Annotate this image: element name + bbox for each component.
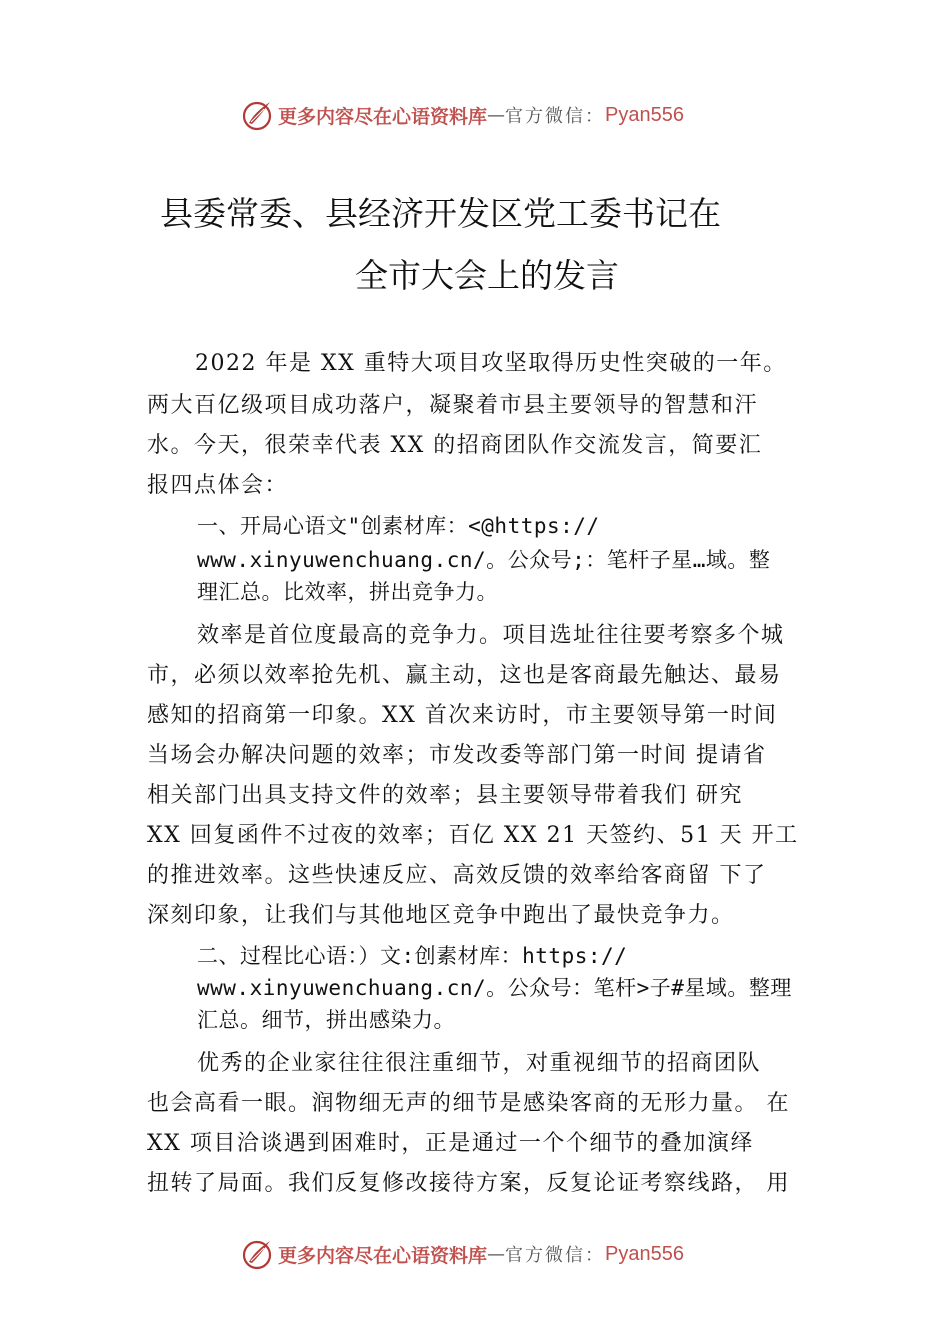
paragraph-2-line: 当场会办解决问题的效率；市发改委等部门第一时间 提请省 bbox=[147, 743, 767, 768]
banner-wechat-id: Pyan556 bbox=[605, 103, 684, 126]
footer-banner bbox=[240, 1234, 760, 1274]
banner-brand-text: 更多内容尽在心语资料库 bbox=[278, 105, 488, 128]
section-heading-1-line: 一、开局心语文"创素材库：<@https:// bbox=[197, 514, 600, 538]
paragraph-1-line: 2022 年是 XX 重特大项目攻坚取得历史性突破的一年。 bbox=[195, 351, 787, 376]
section-heading-1-line: 理汇总。比效率，拼出竞争力。 bbox=[197, 580, 498, 604]
banner-wechat-id: Pyan556 bbox=[605, 1242, 684, 1265]
quill-seal-icon bbox=[240, 98, 274, 132]
paragraph-2-line: 效率是首位度最高的竞争力。项目选址往往要考察多个城 bbox=[197, 623, 785, 648]
paragraph-2-line: 深刻印象，让我们与其他地区竞争中跑出了最快竞争力。 bbox=[147, 903, 735, 928]
header-banner bbox=[240, 95, 760, 135]
paragraph-1-line: 报四点体会： bbox=[147, 473, 289, 498]
banner-dash: — bbox=[487, 1243, 506, 1265]
paragraph-2-line: 相关部门出具支持文件的效率；县主要领导带着我们 研究 bbox=[147, 783, 743, 808]
section-heading-2-line: 汇总。细节，拼出感染力。 bbox=[197, 1008, 455, 1032]
section-heading-2-line: 二、过程比心语：）文:创素材库：https:// bbox=[197, 944, 628, 968]
paragraph-2-line: XX 回复函件不过夜的效率；百亿 XX 21 天签约、51 天 开工 bbox=[147, 823, 799, 848]
banner-wechat-label: 官方微信： bbox=[505, 1245, 606, 1266]
paragraph-2-line: 市，必须以效率抢先机、赢主动，这也是客商最先触达、最易 bbox=[147, 663, 782, 688]
banner-wechat-label: 官方微信： bbox=[505, 106, 606, 127]
banner-dash: — bbox=[487, 104, 506, 126]
section-heading-2-line: www.xinyuwenchuang.cn/。公众号：笔杆>子#星域。整理 bbox=[197, 976, 792, 1000]
quill-seal-icon bbox=[240, 1237, 274, 1271]
document-title-line-2: 全市大会上的发言 bbox=[355, 256, 619, 295]
paragraph-1-line: 两大百亿级项目成功落户，凝聚着市县主要领导的智慧和汗 bbox=[147, 393, 759, 418]
paragraph-3-line: 扭转了局面。我们反复修改接待方案，反复论证考察线路， 用 bbox=[147, 1171, 790, 1196]
paragraph-2-line: 感知的招商第一印象。XX 首次来访时，市主要领导第一时间 bbox=[147, 703, 778, 728]
paragraph-1-line: 水。今天，很荣幸代表 XX 的招商团队作交流发言，简要汇 bbox=[147, 433, 763, 458]
banner-brand-text: 更多内容尽在心语资料库 bbox=[278, 1244, 488, 1267]
paragraph-3-line: XX 项目洽谈遇到困难时，正是通过一个个细节的叠加演绎 bbox=[147, 1131, 754, 1156]
paragraph-3-line: 也会高看一眼。润物细无声的细节是感染客商的无形力量。 在 bbox=[147, 1091, 790, 1116]
section-heading-1-line: www.xinyuwenchuang.cn/。公众号;：笔杆子星…域。整 bbox=[197, 548, 771, 572]
document-title-line-1: 县委常委、县经济开发区党工委书记在 bbox=[160, 194, 721, 233]
paragraph-3-line: 优秀的企业家往往很注重细节，对重视细节的招商团队 bbox=[197, 1051, 762, 1076]
paragraph-2-line: 的推进效率。这些快速反应、高效反馈的效率给客商留 下了 bbox=[147, 863, 767, 888]
